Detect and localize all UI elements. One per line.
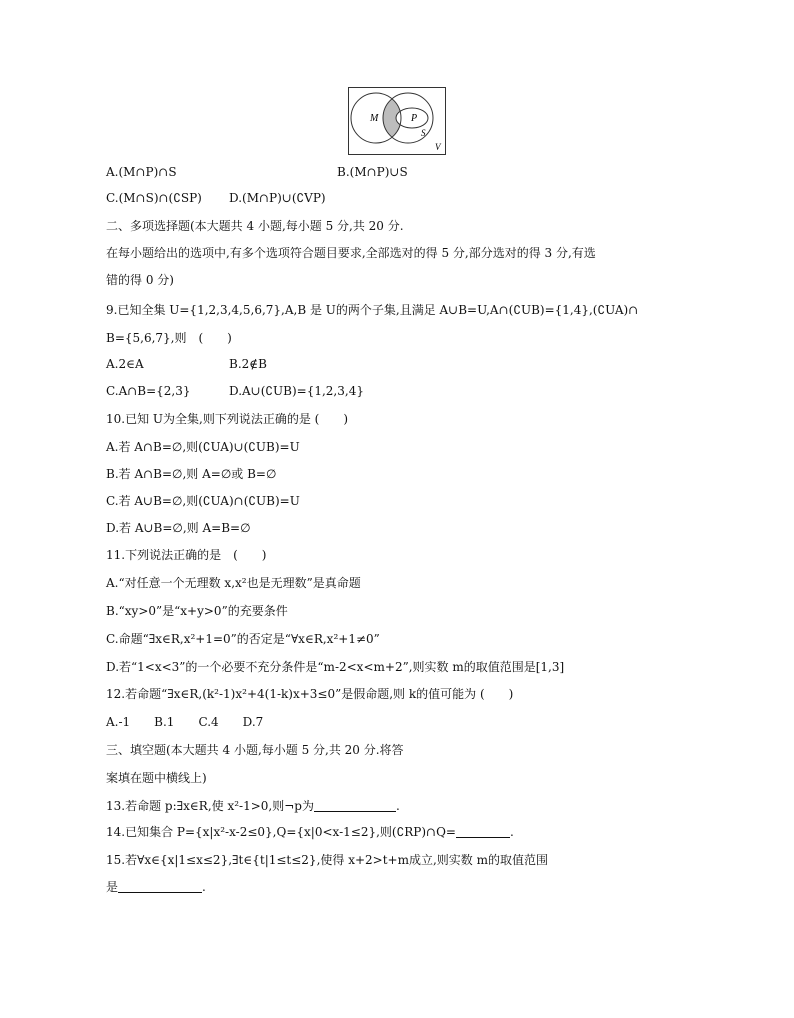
- section2-instructions: 在每小题给出的选项中,有多个选项符合题目要求,全部选对的得 5 分,部分选对的得 3 分,有选: [106, 246, 596, 260]
- section2-heading: 二、多项选择题(本大题共 4 小题,每小题 5 分,共 20 分.: [106, 219, 404, 233]
- q9-option-a: A.2∈A: [106, 357, 144, 371]
- label-m: M: [370, 113, 379, 124]
- q10-stem: 10.已知 U为全集,则下列说法正确的是 ( ): [106, 412, 349, 426]
- q15-row2: [106, 879, 206, 895]
- q10-option-c: C.若 A∪B=∅,则(∁UA)∩(∁UB)=U: [106, 494, 300, 508]
- q13-text: 13.若命题 p:∃x∈R,使 x²-1>0,则¬p为: [106, 799, 314, 813]
- venn-diagram: [348, 87, 446, 155]
- q10-option-b: B.若 A∩B=∅,则 A=∅或 B=∅: [106, 467, 277, 481]
- q10-option-a: A.若 A∩B=∅,则(∁UA)∪(∁UB)=U: [106, 440, 300, 454]
- q8-options-row2: [106, 190, 326, 206]
- q9-option-d: D.A∪(∁UB)={1,2,3,4}: [229, 384, 364, 398]
- q9-stem: 9.已知全集 U={1,2,3,4,5,6,7},A,B 是 U的两个子集,且满足 A∪B=U,A∩(∁UB)={1,4},(∁UA)∩: [106, 303, 639, 317]
- q11-option-b: B.“xy>0”是“x+y>0”的充要条件: [106, 604, 288, 618]
- q15-answer-blank[interactable]: [118, 880, 202, 893]
- q8-option-b: B.(M∩P)∪S: [337, 165, 408, 179]
- q8-option-a: A.(M∩P)∩S: [106, 165, 177, 179]
- q9-option-b: B.2∉B: [229, 357, 267, 371]
- q14-end: .: [509, 825, 514, 839]
- q9-options-row1: [106, 356, 267, 372]
- q9-option-c: C.A∩B={2,3}: [106, 384, 191, 398]
- q15-end: .: [202, 880, 206, 894]
- q14-text: 14.已知集合 P={x|x²-x-2≤0},Q={x|0<x-1≤2},则(∁RP)∩Q=: [106, 825, 456, 839]
- q9-stem-cont: B={5,6,7},则 ( ): [106, 331, 232, 345]
- q15-stem: 15.若∀x∈{x|1≤x≤2},∃t∈{t|1≤t≤2},使得 x+2>t+m成立,则实数 m的取值范围: [106, 853, 548, 867]
- label-v: V: [435, 142, 441, 152]
- section2-instructions-cont: 错的得 0 分): [106, 273, 174, 287]
- q9-options-row2: [106, 383, 364, 399]
- q8-options-row1: [106, 164, 408, 180]
- q13-row: [106, 798, 400, 814]
- q11-option-a: A.“对任意一个无理数 x,x²也是无理数”是真命题: [106, 576, 361, 590]
- q13-answer-blank[interactable]: [314, 799, 396, 812]
- q14-answer-blank[interactable]: [456, 825, 510, 838]
- q12-options: A.-1 B.1 C.4 D.7: [106, 715, 264, 729]
- q11-option-c: C.命题“∃x∈R,x²+1=0”的否定是“∀x∈R,x²+1≠0”: [106, 632, 380, 646]
- q10-option-d: D.若 A∪B=∅,则 A=B=∅: [106, 521, 251, 535]
- q13-end: .: [395, 799, 400, 813]
- q14-row: [106, 824, 514, 840]
- q8-option-d: D.(M∩P)∪(∁VP): [229, 191, 326, 205]
- q11-stem: 11.下列说法正确的是 ( ): [106, 548, 267, 562]
- section3-heading-cont: 案填在题中横线上): [106, 771, 207, 785]
- section3-heading: 三、填空题(本大题共 4 小题,每小题 5 分,共 20 分.将答: [106, 743, 404, 757]
- q8-option-c: C.(M∩S)∩(∁SP): [106, 191, 202, 205]
- q11-option-d: D.若“1<x<3”的一个必要不充分条件是“m-2<x<m+2”,则实数 m的取值范围是[1,3]: [106, 660, 565, 674]
- q15-text: 是: [106, 880, 119, 894]
- label-s: S: [421, 128, 426, 138]
- q12-stem: 12.若命题“∃x∈R,(k²-1)x²+4(1-k)x+3≤0”是假命题,则 k的值可能为 ( ): [106, 687, 514, 701]
- label-p: P: [411, 113, 418, 124]
